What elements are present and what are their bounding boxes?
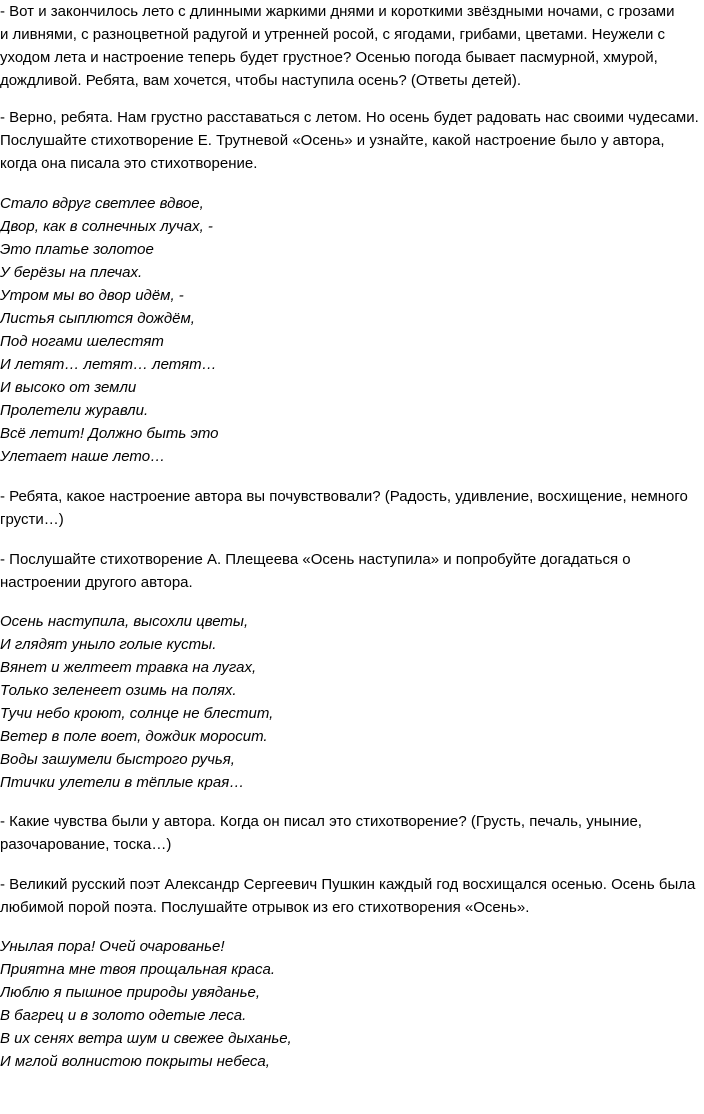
text-line: дождливой. Ребята, вам хочется, чтобы наступила осень? (Ответы детей). bbox=[0, 72, 522, 89]
paragraph-trutneva-intro bbox=[0, 106, 700, 175]
paragraph-mood-question-1 bbox=[0, 485, 700, 531]
text-line: - Ребята, какое настроение автора вы почувствовали? (Радость, удивление, восхищение, немного bbox=[0, 488, 688, 505]
poem-line: Приятна мне твоя прощальная краса. bbox=[0, 961, 276, 978]
text-line: и ливнями, с разноцветной радугой и утренней росой, с ягодами, грибами, цветами. Неужели с bbox=[0, 26, 666, 43]
poem-line: Всё летит! Должно быть это bbox=[0, 425, 219, 442]
text-line: когда она писала это стихотворение. bbox=[0, 155, 258, 172]
paragraph-summer-ended bbox=[0, 0, 700, 92]
poem-line: Люблю я пышное природы увяданье, bbox=[0, 984, 261, 1001]
text-line: - Вот и закончилось лето с длинными жаркими днями и короткими звёздными ночами, с грозами bbox=[0, 3, 675, 20]
text-line: Послушайте стихотворение Е. Трутневой «Осень» и узнайте, какой настроение было у автора, bbox=[0, 132, 665, 149]
poem-line: Под ногами шелестят bbox=[0, 333, 164, 350]
poem-line: Унылая пора! Очей очарованье! bbox=[0, 938, 225, 955]
paragraph-pleshcheev-intro bbox=[0, 548, 700, 594]
poem-line: И высоко от земли bbox=[0, 379, 137, 396]
poem-line: Воды зашумели быстрого ручья, bbox=[0, 751, 235, 768]
text-line: разочарование, тоска…) bbox=[0, 836, 172, 853]
poem-line: Листья сыплются дождём, bbox=[0, 310, 195, 327]
paragraph-mood-question-2 bbox=[0, 810, 700, 856]
poem-pushkin bbox=[0, 935, 700, 1073]
poem-line: Осень наступила, высохли цветы, bbox=[0, 613, 249, 630]
text-line: уходом лета и настроение теперь будет грустное? Осенью погода бывает пасмурной, хмурой, bbox=[0, 49, 658, 66]
text-line: - Верно, ребята. Нам грустно расставаться с летом. Но осень будет радовать нас своими чудесами. bbox=[0, 109, 699, 126]
poem-line: Стало вдруг светлее вдвое, bbox=[0, 195, 204, 212]
poem-line: Улетает наше лето… bbox=[0, 448, 166, 465]
poem-trutneva bbox=[0, 192, 700, 468]
poem-line: В их сенях ветра шум и свежее дыханье, bbox=[0, 1030, 292, 1047]
poem-line: Утром мы во двор идём, - bbox=[0, 287, 184, 304]
text-line: - Послушайте стихотворение А. Плещеева «Осень наступила» и попробуйте догадаться о bbox=[0, 551, 631, 568]
poem-line: Пролетели журавли. bbox=[0, 402, 149, 419]
poem-line: Птички улетели в тёплые края… bbox=[0, 774, 245, 791]
poem-line: В багрец и в золото одетые леса. bbox=[0, 1007, 247, 1024]
text-line: - Великий русский поэт Александр Сергеевич Пушкин каждый год восхищался осенью. Осень была bbox=[0, 876, 696, 893]
poem-line: И летят… летят… летят… bbox=[0, 356, 217, 373]
poem-line: Это платье золотое bbox=[0, 241, 154, 258]
poem-line: Двор, как в солнечных лучах, - bbox=[0, 218, 213, 235]
poem-line: Только зеленеет озимь на полях. bbox=[0, 682, 237, 699]
poem-line: И глядят уныло голые кусты. bbox=[0, 636, 217, 653]
poem-line: Вянет и желтеет травка на лугах, bbox=[0, 659, 257, 676]
poem-line: Ветер в поле воет, дождик моросит. bbox=[0, 728, 268, 745]
text-line: настроении другого автора. bbox=[0, 574, 193, 591]
text-line: любимой порой поэта. Послушайте отрывок из его стихотворения «Осень». bbox=[0, 899, 530, 916]
text-line: - Какие чувства были у автора. Когда он писал это стихотворение? (Грусть, печаль, уныние, bbox=[0, 813, 642, 830]
poem-pleshcheev bbox=[0, 610, 700, 794]
poem-line: И мглой волнистою покрыты небеса, bbox=[0, 1053, 270, 1070]
poem-line: У берёзы на плечах. bbox=[0, 264, 143, 281]
text-line: грусти…) bbox=[0, 511, 64, 528]
poem-line: Тучи небо кроют, солнце не блестит, bbox=[0, 705, 274, 722]
paragraph-pushkin-intro bbox=[0, 873, 700, 919]
